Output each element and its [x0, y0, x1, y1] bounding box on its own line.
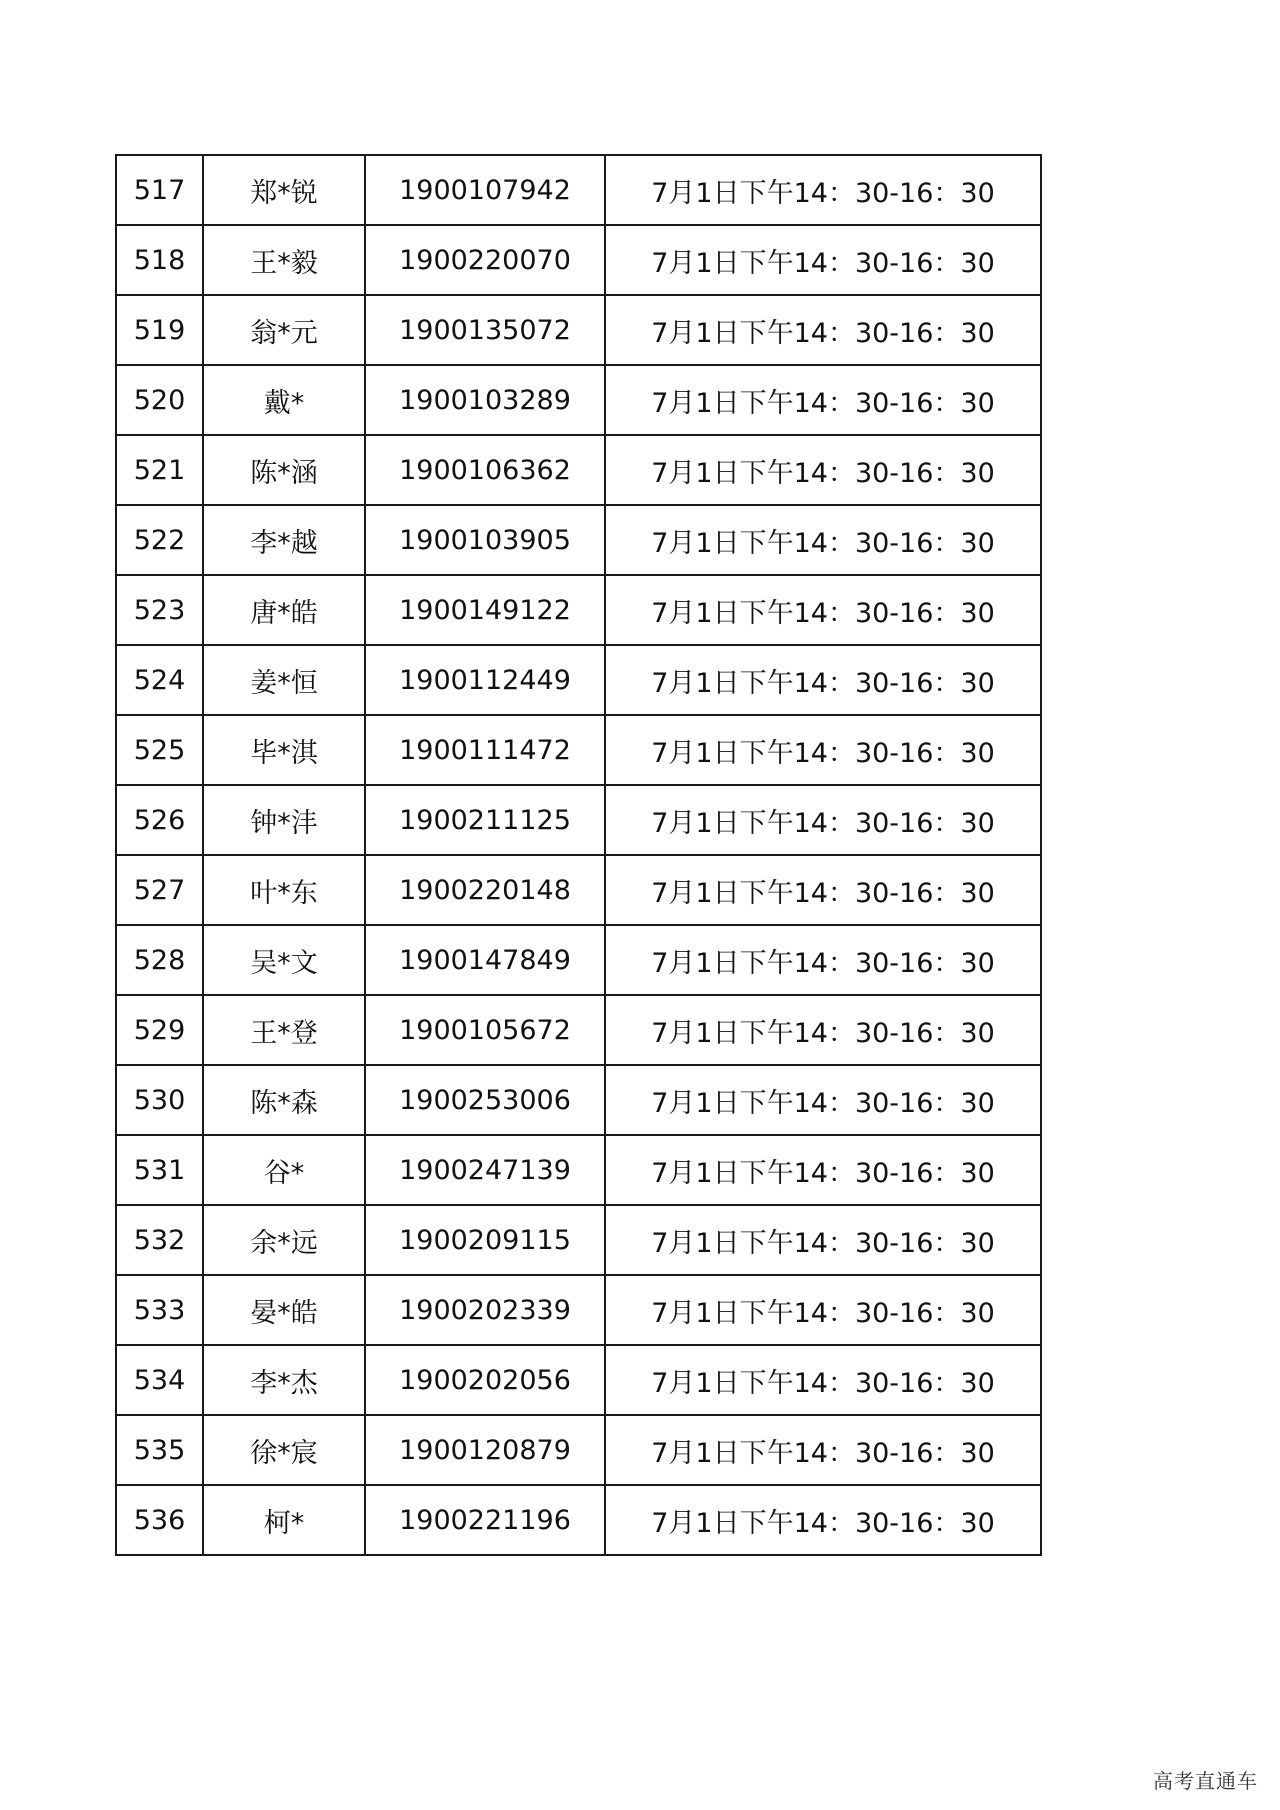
name-cell: 李*杰: [203, 1345, 365, 1415]
name-cell: 唐*皓: [203, 575, 365, 645]
time-slot-cell: 7月1日下午14：30-16：30: [605, 435, 1041, 505]
id-number-cell: 1900107942: [365, 155, 605, 225]
row-number-cell: 535: [116, 1415, 203, 1485]
time-slot-cell: 7月1日下午14：30-16：30: [605, 1415, 1041, 1485]
name-cell: 郑*锐: [203, 155, 365, 225]
row-number-cell: 522: [116, 505, 203, 575]
time-slot-cell: 7月1日下午14：30-16：30: [605, 225, 1041, 295]
watermark-text: 高考直通车: [1153, 1769, 1258, 1793]
id-number-cell: 1900253006: [365, 1065, 605, 1135]
time-slot-cell: 7月1日下午14：30-16：30: [605, 1135, 1041, 1205]
table-row: [116, 715, 1041, 785]
table-row: [116, 1135, 1041, 1205]
id-number-cell: 1900202339: [365, 1275, 605, 1345]
time-slot-cell: 7月1日下午14：30-16：30: [605, 365, 1041, 435]
row-number-cell: 528: [116, 925, 203, 995]
table-row: [116, 1065, 1041, 1135]
roster-table: [115, 154, 1042, 1556]
row-number-cell: 523: [116, 575, 203, 645]
row-number-cell: 521: [116, 435, 203, 505]
row-number-cell: 532: [116, 1205, 203, 1275]
id-number-cell: 1900209115: [365, 1205, 605, 1275]
id-number-cell: 1900103905: [365, 505, 605, 575]
row-number-cell: 529: [116, 995, 203, 1065]
name-cell: 王*登: [203, 995, 365, 1065]
time-slot-cell: 7月1日下午14：30-16：30: [605, 1345, 1041, 1415]
id-number-cell: 1900211125: [365, 785, 605, 855]
id-number-cell: 1900106362: [365, 435, 605, 505]
time-slot-cell: 7月1日下午14：30-16：30: [605, 715, 1041, 785]
time-slot-cell: 7月1日下午14：30-16：30: [605, 925, 1041, 995]
name-cell: 陈*森: [203, 1065, 365, 1135]
time-slot-cell: 7月1日下午14：30-16：30: [605, 1065, 1041, 1135]
time-slot-cell: 7月1日下午14：30-16：30: [605, 505, 1041, 575]
table-row: [116, 155, 1041, 225]
row-number-cell: 526: [116, 785, 203, 855]
id-number-cell: 1900149122: [365, 575, 605, 645]
name-cell: 王*毅: [203, 225, 365, 295]
row-number-cell: 534: [116, 1345, 203, 1415]
time-slot-cell: 7月1日下午14：30-16：30: [605, 855, 1041, 925]
table-row: [116, 1345, 1041, 1415]
name-cell: 姜*恒: [203, 645, 365, 715]
table-row: [116, 1275, 1041, 1345]
row-number-cell: 533: [116, 1275, 203, 1345]
name-cell: 叶*东: [203, 855, 365, 925]
table-row: [116, 1415, 1041, 1485]
table-row: [116, 995, 1041, 1065]
row-number-cell: 530: [116, 1065, 203, 1135]
id-number-cell: 1900221196: [365, 1485, 605, 1555]
id-number-cell: 1900220148: [365, 855, 605, 925]
name-cell: 翁*元: [203, 295, 365, 365]
row-number-cell: 524: [116, 645, 203, 715]
name-cell: 余*远: [203, 1205, 365, 1275]
table-row: [116, 645, 1041, 715]
row-number-cell: 517: [116, 155, 203, 225]
id-number-cell: 1900120879: [365, 1415, 605, 1485]
time-slot-cell: 7月1日下午14：30-16：30: [605, 645, 1041, 715]
name-cell: 李*越: [203, 505, 365, 575]
table-row: [116, 1205, 1041, 1275]
row-number-cell: 531: [116, 1135, 203, 1205]
table-row: [116, 295, 1041, 365]
row-number-cell: 536: [116, 1485, 203, 1555]
id-number-cell: 1900202056: [365, 1345, 605, 1415]
id-number-cell: 1900111472: [365, 715, 605, 785]
table-row: [116, 855, 1041, 925]
name-cell: 钟*沣: [203, 785, 365, 855]
time-slot-cell: 7月1日下午14：30-16：30: [605, 785, 1041, 855]
name-cell: 柯*: [203, 1485, 365, 1555]
table-row: [116, 1485, 1041, 1555]
row-number-cell: 520: [116, 365, 203, 435]
time-slot-cell: 7月1日下午14：30-16：30: [605, 155, 1041, 225]
time-slot-cell: 7月1日下午14：30-16：30: [605, 295, 1041, 365]
table-row: [116, 925, 1041, 995]
time-slot-cell: 7月1日下午14：30-16：30: [605, 995, 1041, 1065]
table-row: [116, 575, 1041, 645]
row-number-cell: 519: [116, 295, 203, 365]
id-number-cell: 1900105672: [365, 995, 605, 1065]
name-cell: 戴*: [203, 365, 365, 435]
roster-table-body: [116, 155, 1041, 1555]
time-slot-cell: 7月1日下午14：30-16：30: [605, 1205, 1041, 1275]
table-row: [116, 785, 1041, 855]
row-number-cell: 518: [116, 225, 203, 295]
id-number-cell: 1900247139: [365, 1135, 605, 1205]
id-number-cell: 1900147849: [365, 925, 605, 995]
name-cell: 徐*宸: [203, 1415, 365, 1485]
id-number-cell: 1900103289: [365, 365, 605, 435]
id-number-cell: 1900135072: [365, 295, 605, 365]
table-row: [116, 435, 1041, 505]
row-number-cell: 527: [116, 855, 203, 925]
name-cell: 吴*文: [203, 925, 365, 995]
name-cell: 谷*: [203, 1135, 365, 1205]
name-cell: 毕*淇: [203, 715, 365, 785]
table-row: [116, 505, 1041, 575]
id-number-cell: 1900220070: [365, 225, 605, 295]
table-row: [116, 365, 1041, 435]
name-cell: 陈*涵: [203, 435, 365, 505]
time-slot-cell: 7月1日下午14：30-16：30: [605, 1485, 1041, 1555]
row-number-cell: 525: [116, 715, 203, 785]
table-row: [116, 225, 1041, 295]
time-slot-cell: 7月1日下午14：30-16：30: [605, 1275, 1041, 1345]
time-slot-cell: 7月1日下午14：30-16：30: [605, 575, 1041, 645]
id-number-cell: 1900112449: [365, 645, 605, 715]
name-cell: 晏*皓: [203, 1275, 365, 1345]
